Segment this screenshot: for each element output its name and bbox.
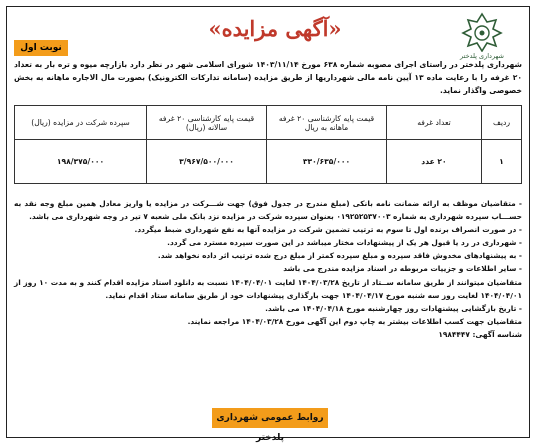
cell-booth-count: ۲۰ عدد [387,140,482,184]
col-header-monthly-price: قیمت پایه کارشناسی ۲۰ غرفه ماهانه به ریال [267,106,387,140]
col-header-deposit: سپرده شرکت در مزایده (ریال) [15,106,147,140]
condition-opening-date: - تاریخ بازگشایی پیشنهادات روز چهارشنبه مورخ ۱۴۰۴/۰۴/۱۸ می باشد. [265,303,522,313]
table-header-row [15,106,522,140]
conditions-list [14,197,522,341]
col-header-booth-count: تعداد غرفه [387,106,482,140]
cell-annual-price: ۳/۹۶۷/۵۰۰/۰۰۰ [147,140,267,184]
notice-title: «آگهی مزایده» [208,16,342,41]
condition-rejection-right: - شهرداری در رد یا قبول هر یک از پیشنهادات مختار میباشد در این صورت سپرده مسترد می گردد. [167,238,522,248]
condition-invalid-bids: - به پیشنهادهای مخدوش فاقد سپرده و مبلغ سپرده کمتر از مبلغ درج شده ترتیب اثر داده نخواهد شد. [157,251,522,261]
logo-caption: شهرداری پلدختر [460,52,504,60]
public-relations-footer: روابط عمومی شهرداری پلدختر [212,408,328,428]
municipality-logo-icon [460,12,504,52]
intro-paragraph: شهرداری پلدختر در راستای اجرای مصوبه شماره ۶۳۸ مورخ ۱۴۰۳/۱۱/۱۴ شورای اسلامی شهر در نظر دارد بازارچه میوه و تره بار به تعداد ۲۰ غرفه را با رعایت ماده ۱۳ آیین نامه مالی شهرداریها از طریق مزایده (سامانه تدارکات الکترونیک) بصورت مال الاجاره ماهانه به بخش خصوصی واگذار نماید. [14,60,522,95]
cell-monthly-price: ۳۳۰/۶۳۵/۰۰۰ [267,140,387,184]
condition-other-info: - سایر اطلاعات و جزییات مربوطه در اسناد مزایده مندرج می باشد [283,264,522,274]
col-header-annual-price: قیمت پایه کارشناسی ۲۰ غرفه سالانه (ریال) [147,106,267,140]
cell-deposit: ۱۹۸/۳۷۵/۰۰۰ [15,140,147,184]
col-header-row-number: ردیف [482,106,522,140]
condition-setad-schedule: متقاضیان میتوانند از طریق سامانه ســتاد از تاریخ ۱۴۰۴/۰۳/۲۸ لغایت ۱۴۰۴/۰۴/۰۱ نسبت به دانلود اسناد مزایده اقدام کنند و به مدت ۱۰ روز از ۱۴۰۴/۰۴/۰۱ لغایت روز سه شنبه مورخ ۱۴۰۴/۰۴/۱۷ جهت بارگذاری پیشنهادات خود از طریق سامانه ستاد اقدام نماید. [14,277,522,300]
cell-row-number: ۱ [482,140,522,184]
condition-withdrawal: - در صورت انصراف برنده اول تا سوم به ترتیب تضمین شرکت در مزایده آنها به نفع شهرداری ضبط میگردد. [134,225,522,235]
condition-guarantee: - متقاضیان موظف به ارائه ضمانت نامه بانکی (مبلغ مندرج در جدول فوق) جهت شـــرکت در مزایده یا واریز معادل همین مبلغ وجه نقد به حســـاب سپرده شهرداری به شماره ۰۱۹۲۵۲۵۳۷۰۰۳ بعنوان سپرده شرکت در مزایده نزد بانک ملی شعبه ۷ تیر در وجه شهرداری می باشد. [14,199,522,222]
table-row [15,140,522,184]
notice-id: شناسه آگهی: ۱۹۸۴۴۴۷ [438,329,522,339]
round-badge: نوبت اول [14,40,68,56]
auction-table [14,105,522,184]
condition-more-info: متقاضیان جهت کسب اطلاعات بیشتر به چاپ دوم این آگهی مورخ ۱۴۰۴/۰۳/۲۸ مراجعه نمایند. [187,316,522,326]
